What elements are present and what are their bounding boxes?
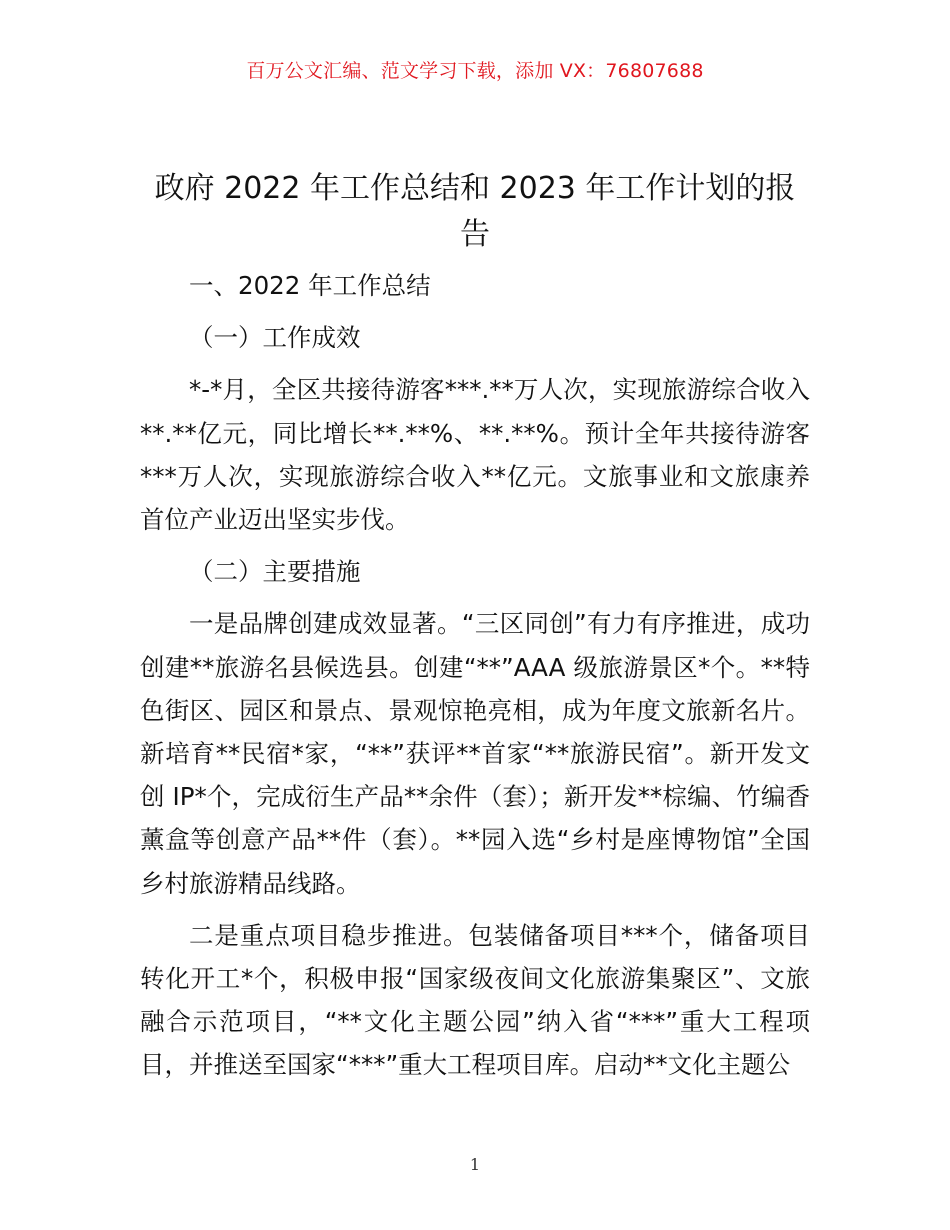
- watermark-header-note: 百万公文汇编、范文学习下载，添加 VX：76807688: [246, 60, 704, 82]
- paragraph-brand-building: 一是品牌创建成效显著。“三区同创”有力有序推进，成功创建**旅游名县候选县。创建“**”AAA 级旅游景区*个。**特色街区、园区和景点、景观惊艳亮相，成为年度文旅新名片。新培育**民宿*家，“**”获评**首家“**旅游民宿”。新开发文创 IP*个，完成衍生产品**余件（套）；新开发**棕编、竹编香薰盒等创意产品**件（套）。**园入选“乡村是座博物馆”全国乡村旅游精品线路。: [140, 609, 810, 898]
- subheading-measures: （二）主要措施: [189, 557, 361, 587]
- paragraph-achievements: *-*月，全区共接待游客***.**万人次，实现旅游综合收入**.**亿元，同比增长**.**%、**.**%。预计全年共接待游客***万人次，实现旅游综合收入**亿元。文旅事业和文旅康养首位产业迈出坚实步伐。: [140, 375, 810, 535]
- document-title: 政府 2022 年工作总结和 2023 年工作计划的报告: [154, 171, 796, 252]
- section-heading-summary: 一、2022 年工作总结: [189, 271, 431, 300]
- page-number: 1: [469, 1155, 481, 1174]
- document-body: [140, 264, 810, 1087]
- paragraph-key-projects: 二是重点项目稳步推进。包装储备项目***个，储备项目转化开工*个，积极申报“国家级夜间文化旅游集聚区”、文旅融合示范项目，“**文化主题公园”纳入省“***”重大工程项目，并推送至国家“***”重大工程项目库。启动**文化主题公: [140, 920, 810, 1080]
- subheading-achievements: （一）工作成效: [189, 323, 361, 353]
